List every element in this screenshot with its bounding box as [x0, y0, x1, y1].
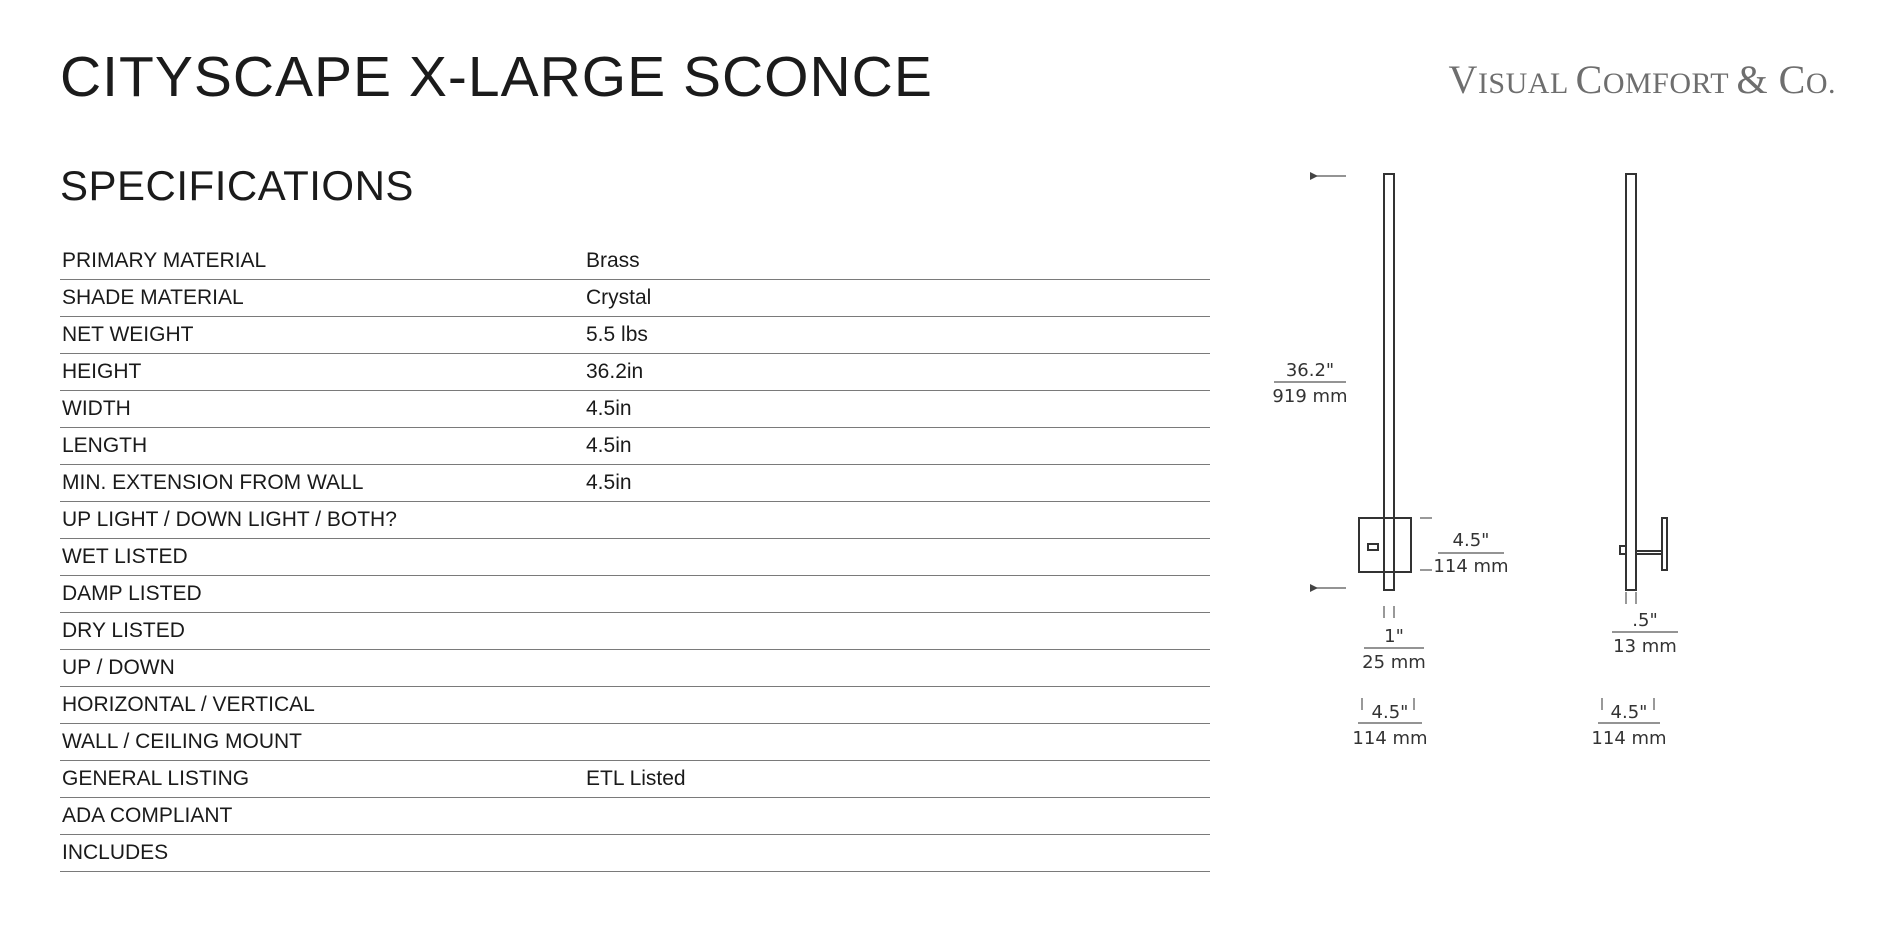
spec-value [584, 650, 1210, 687]
front-bar-mm-label: 25 mm [1362, 652, 1426, 673]
backplate-in-label: 4.5" [1452, 530, 1490, 551]
dimension-drawing [1260, 160, 1720, 780]
spec-label: WALL / CEILING MOUNT [60, 724, 584, 761]
front-base-mm-label: 114 mm [1352, 728, 1428, 749]
spec-label: ADA COMPLIANT [60, 798, 584, 835]
spec-label: NET WEIGHT [60, 317, 584, 354]
brand-logo: VISUAL COMFORT & CO. [1448, 57, 1836, 102]
table-row [60, 280, 1210, 317]
table-row [60, 576, 1210, 613]
spec-label: UP LIGHT / DOWN LIGHT / BOTH? [60, 502, 584, 539]
table-row [60, 502, 1210, 539]
side-view-plate [1662, 518, 1667, 570]
spec-value: Crystal [584, 280, 1210, 317]
front-view-switch [1368, 544, 1378, 550]
spec-value [584, 724, 1210, 761]
table-row [60, 650, 1210, 687]
table-row [60, 687, 1210, 724]
spec-value [584, 687, 1210, 724]
spec-value: 36.2in [584, 354, 1210, 391]
spec-label: GENERAL LISTING [60, 761, 584, 798]
spec-label: PRIMARY MATERIAL [60, 243, 584, 280]
front-view-bar [1384, 174, 1394, 590]
spec-value: 4.5in [584, 391, 1210, 428]
table-row [60, 539, 1210, 576]
table-row [60, 835, 1210, 872]
spec-value: 5.5 lbs [584, 317, 1210, 354]
table-row [60, 613, 1210, 650]
spec-label: DRY LISTED [60, 613, 584, 650]
spec-label: HEIGHT [60, 354, 584, 391]
spec-value [584, 613, 1210, 650]
page-title: CITYSCAPE X-LARGE SCONCE [60, 45, 933, 109]
table-row [60, 317, 1210, 354]
spec-value [584, 576, 1210, 613]
side-view-mount [1636, 551, 1662, 554]
spec-label: WET LISTED [60, 539, 584, 576]
spec-value [584, 502, 1210, 539]
spec-label: SHADE MATERIAL [60, 280, 584, 317]
table-row [60, 243, 1210, 280]
spec-label: LENGTH [60, 428, 584, 465]
side-base-in-label: 4.5" [1610, 702, 1648, 723]
table-row [60, 428, 1210, 465]
table-row [60, 391, 1210, 428]
side-bar-mm-label: 13 mm [1613, 636, 1677, 657]
table-row [60, 761, 1210, 798]
spec-label: DAMP LISTED [60, 576, 584, 613]
side-base-mm-label: 114 mm [1591, 728, 1667, 749]
side-bar-in-label: .5" [1632, 610, 1658, 631]
spec-label: WIDTH [60, 391, 584, 428]
spec-value: 4.5in [584, 465, 1210, 502]
spec-label: UP / DOWN [60, 650, 584, 687]
spec-label: MIN. EXTENSION FROM WALL [60, 465, 584, 502]
height-mm-label: 919 mm [1272, 386, 1348, 407]
spec-value: Brass [584, 243, 1210, 280]
front-bar-in-label: 1" [1384, 626, 1404, 647]
side-view-knob [1620, 546, 1626, 554]
spec-label: INCLUDES [60, 835, 584, 872]
table-row [60, 724, 1210, 761]
front-base-in-label: 4.5" [1371, 702, 1409, 723]
side-view-bar [1626, 174, 1636, 590]
specifications-heading: SPECIFICATIONS [60, 162, 414, 209]
table-row [60, 354, 1210, 391]
table-row [60, 798, 1210, 835]
spec-label: HORIZONTAL / VERTICAL [60, 687, 584, 724]
spec-value [584, 539, 1210, 576]
spec-value [584, 798, 1210, 835]
height-in-label: 36.2" [1285, 360, 1335, 381]
specifications-table [60, 243, 1210, 872]
spec-value: 4.5in [584, 428, 1210, 465]
spec-value [584, 835, 1210, 872]
table-row [60, 465, 1210, 502]
backplate-mm-label: 114 mm [1433, 556, 1509, 577]
spec-value: ETL Listed [584, 761, 1210, 798]
